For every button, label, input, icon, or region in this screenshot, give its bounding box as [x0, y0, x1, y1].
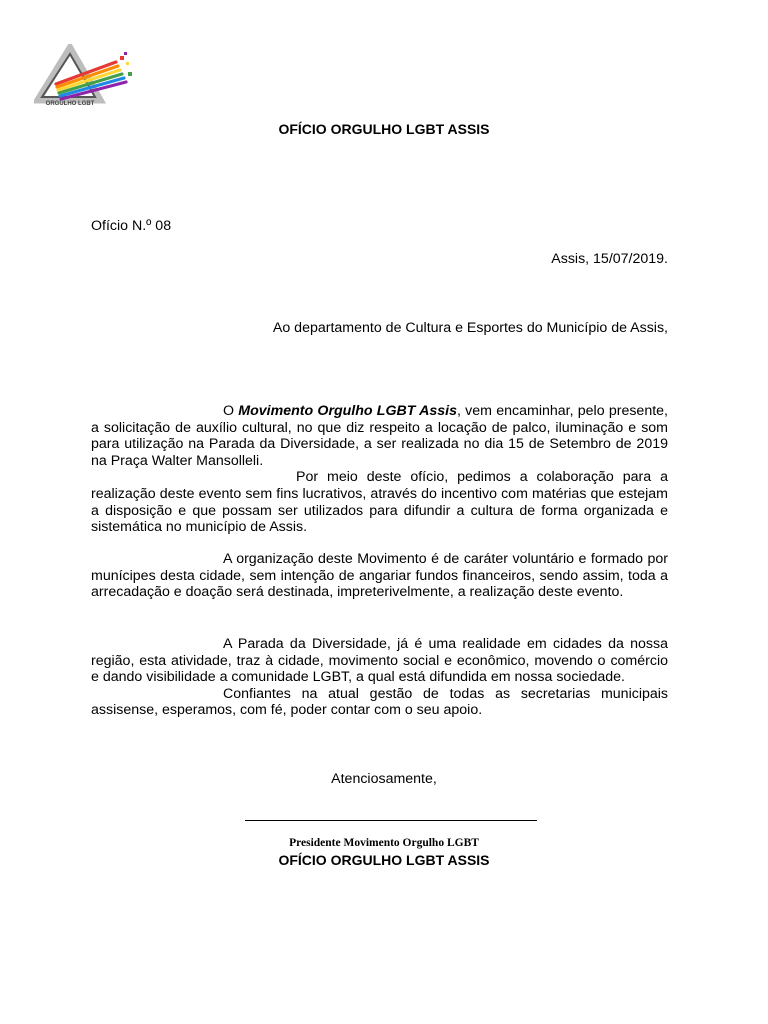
body-paragraph-parade [91, 636, 668, 719]
paragraph-request-text [91, 403, 668, 469]
paragraph-lead: O [223, 403, 239, 419]
paragraph-parade: A Parada da Diversidade, já é uma realidade em cidades da nossa região, esta atividade, traz à cidade, movimento social e econômico, movendo o comércio e dando visibilidade a comunidade LGBT, a qual está difundida em nossa sociedade. [91, 636, 668, 686]
signature-organization: OFÍCIO ORGULHO LGBT ASSIS [278, 852, 490, 868]
body-paragraph-organization [91, 551, 668, 601]
paragraph-organization: A organização deste Movimento é de caráter voluntário e formado por munícipes desta cidade, sem intenção de angariar fundos financeiros, sendo assim, toda a arrecadação e doação será destinada, impreterivelmente, a realização deste evento. [91, 551, 668, 601]
paragraph-support-text [91, 686, 668, 719]
paragraph-collaboration-text [91, 469, 668, 535]
date-line: Assis, 15/07/2019. [551, 251, 668, 267]
organization-logo [34, 44, 134, 106]
paragraph-collaboration: Por meio deste ofício, pedimos a colaboração para a realização deste evento sem fins lucrativos, através do incentivo com matérias que estejam a disposição e que possam ser utilizados para difundir a cultura de forma organizada e sistemática no município de Assis. [91, 469, 668, 536]
signature-line [245, 820, 537, 821]
body-paragraph-request [91, 403, 668, 536]
paragraph-organization-text [91, 551, 668, 601]
closing-salutation: Atenciosamente, [331, 771, 437, 787]
document-title: OFÍCIO ORGULHO LGBT ASSIS [278, 121, 490, 137]
paragraph-parade-text [91, 636, 668, 686]
office-number: Ofício N.º 08 [91, 218, 172, 234]
logo-text: ORGULHO LGBT [45, 101, 95, 106]
recipient-line: Ao departamento de Cultura e Esportes do Município de Assis, [272, 320, 668, 336]
rainbow-triangle-logo [34, 44, 134, 106]
paragraph-rest: , vem encaminhar, pelo presente, a solicitação de auxílio cultural, no que diz respeito a locação de palco, iluminação e som para utilização na Parada da Diversidade, a ser realizada no dia 15 de Setembro de 2019 na Praça Walter Mansolleli. [91, 403, 668, 469]
movement-name: Movimento Orgulho LGBT Assis [238, 403, 457, 419]
paragraph-support: Confiantes na atual gestão de todas as secretarias municipais assisense, esperamos, com fé, poder contar com o seu apoio. [91, 685, 668, 719]
signature-role: Presidente Movimento Orgulho LGBT [289, 837, 479, 849]
